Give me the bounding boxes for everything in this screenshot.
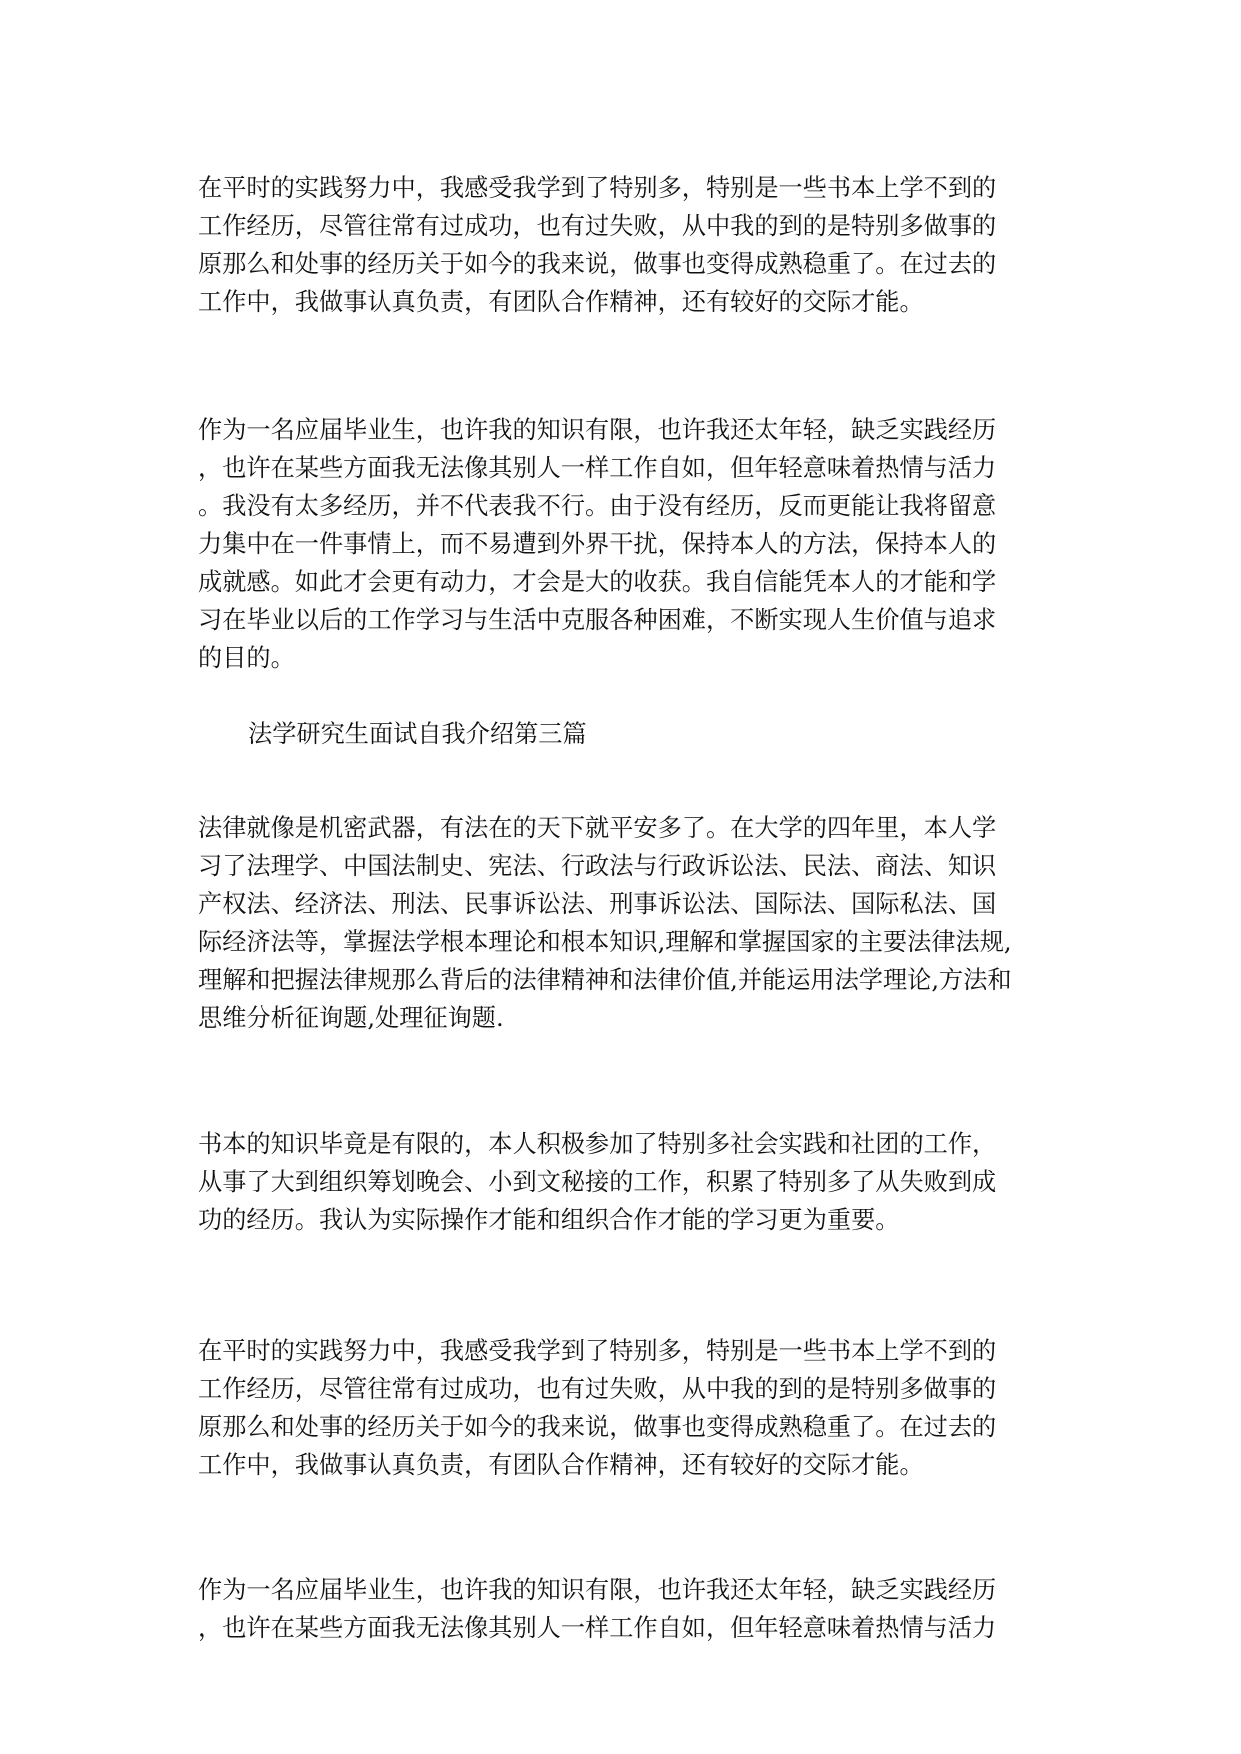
paragraph-line: 功的经历。我认为实际操作才能和组织合作才能的学习更为重要。 bbox=[198, 1206, 900, 1234]
paragraph-line: 工作中，我做事认真负责，有团队合作精神，还有较好的交际才能。 bbox=[198, 288, 924, 316]
paragraph-line: 际经济法等，掌握法学根本理论和根本知识,理解和掌握国家的主要法律法规, bbox=[198, 928, 1012, 956]
paragraph-line: 习了法理学、中国法制史、宪法、行政法与行政诉讼法、民法、商法、知识 bbox=[198, 852, 997, 880]
paragraph-line: ，也许在某些方面我无法像其别人一样工作自如，但年轻意味着热情与活力 bbox=[198, 454, 997, 482]
paragraph-line: 法律就像是机密武器，有法在的天下就平安多了。在大学的四年里，本人学 bbox=[198, 814, 997, 842]
section-heading: 法学研究生面试自我介绍第三篇 bbox=[248, 720, 587, 748]
paragraph-line: 的目的。 bbox=[198, 644, 295, 672]
paragraph-line: 作为一名应届毕业生，也许我的知识有限，也许我还太年轻，缺乏实践经历 bbox=[198, 416, 997, 444]
paragraph-line: 习在毕业以后的工作学习与生活中克服各种困难，不断实现人生价值与追求 bbox=[198, 606, 997, 634]
paragraph-line: 原那么和处事的经历关于如今的我来说，做事也变得成熟稳重了。在过去的 bbox=[198, 1413, 997, 1441]
paragraph-line: 原那么和处事的经历关于如今的我来说，做事也变得成熟稳重了。在过去的 bbox=[198, 250, 997, 278]
paragraph-line: 从事了大到组织筹划晚会、小到文秘接的工作，积累了特别多了从失败到成 bbox=[198, 1168, 997, 1196]
paragraph-line: 作为一名应届毕业生，也许我的知识有限，也许我还太年轻，缺乏实践经历 bbox=[198, 1576, 997, 1604]
paragraph-line: ，也许在某些方面我无法像其别人一样工作自如，但年轻意味着热情与活力 bbox=[198, 1614, 997, 1642]
paragraph-line: 成就感。如此才会更有动力，才会是大的收获。我自信能凭本人的才能和学 bbox=[198, 568, 997, 596]
paragraph-line: 在平时的实践努力中，我感受我学到了特别多，特别是一些书本上学不到的 bbox=[198, 174, 997, 202]
paragraph-line: 工作经历，尽管往常有过成功，也有过失败，从中我的到的是特别多做事的 bbox=[198, 1375, 997, 1403]
paragraph-line: 理解和把握法律规那么背后的法律精神和法律价值,并能运用法学理论,方法和 bbox=[198, 966, 1012, 994]
paragraph-line: 。我没有太多经历，并不代表我不行。由于没有经历，反而更能让我将留意 bbox=[198, 492, 997, 520]
paragraph-line: 力集中在一件事情上，而不易遭到外界干扰，保持本人的方法，保持本人的 bbox=[198, 530, 997, 558]
paragraph-line: 工作中，我做事认真负责，有团队合作精神，还有较好的交际才能。 bbox=[198, 1451, 924, 1479]
paragraph-line: 思维分析征询题,处理征询题. bbox=[198, 1004, 504, 1032]
paragraph-line: 工作经历，尽管往常有过成功，也有过失败，从中我的到的是特别多做事的 bbox=[198, 212, 997, 240]
paragraph-line: 书本的知识毕竟是有限的，本人积极参加了特别多社会实践和社团的工作， bbox=[198, 1130, 997, 1158]
paragraph-line: 产权法、经济法、刑法、民事诉讼法、刑事诉讼法、国际法、国际私法、国 bbox=[198, 890, 997, 918]
paragraph-line: 在平时的实践努力中，我感受我学到了特别多，特别是一些书本上学不到的 bbox=[198, 1337, 997, 1365]
